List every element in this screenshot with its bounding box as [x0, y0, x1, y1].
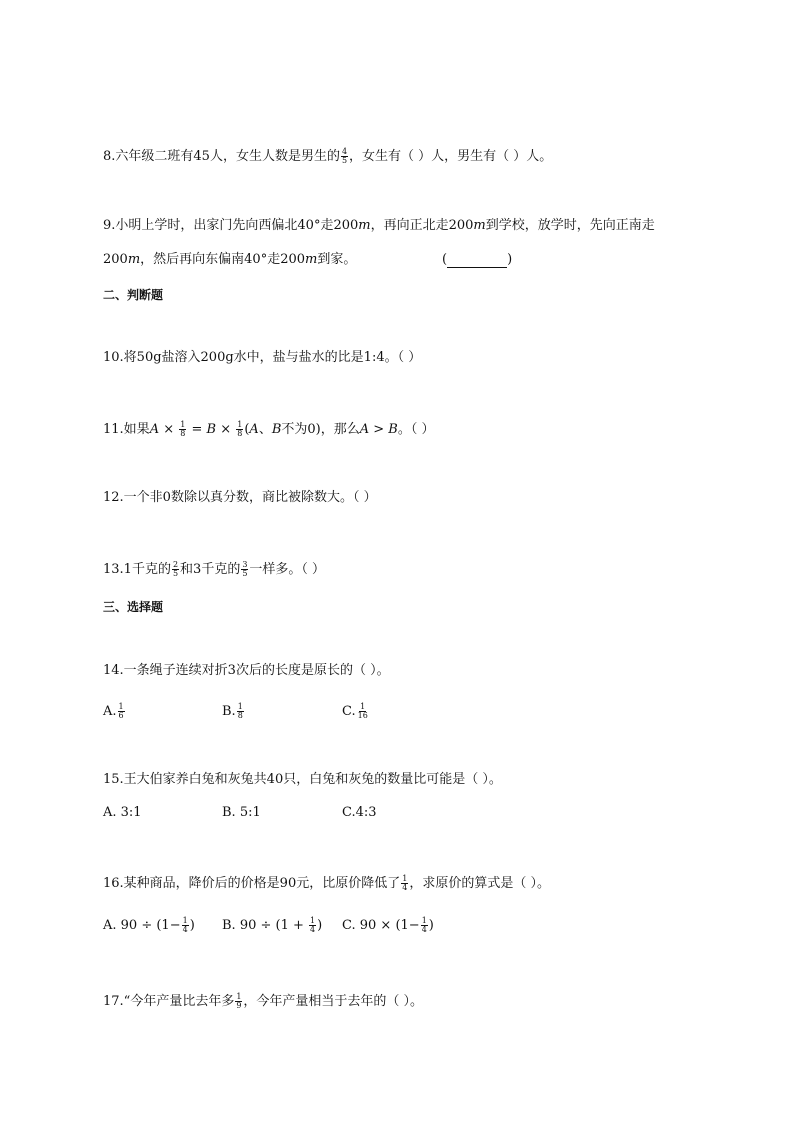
fraction-two-fifths: $\frac{2}{5}$	[172, 560, 179, 578]
question-14: 14.一条绳子连续对折3次后的长度是原长的（ ）。	[103, 663, 390, 678]
option-c[interactable]: C.4:3	[342, 805, 377, 820]
question-11: 11.如果A × $\frac{1}{8}$ = B × $\frac{1}{8}$ (A、B不为0)，那么A > B。（ ）	[103, 420, 435, 438]
fraction-four-fifths: $\frac{4}{5}$	[341, 147, 348, 165]
option-a[interactable]: A. $\frac{1}{6}$	[103, 702, 124, 720]
question-13: 13.1千克的 $\frac{2}{5}$ 和3千克的 $\frac{3}{5}$ 一样多。（ ）	[103, 560, 326, 578]
section-title-judgment: 二、判断题	[103, 288, 164, 302]
answer-underline	[447, 255, 507, 268]
section-title-choice: 三、选择题	[103, 600, 164, 614]
fraction-one-eighth: $\frac{1}{8}$	[180, 420, 186, 438]
question-16: 16.某种商品，降价后的价格是90元，比原价降低了 $\frac{1}{4}$ ，求原价的算式是（ ）。	[103, 874, 550, 892]
question-8	[103, 148, 552, 165]
question-10: 10.将50g盐溶入200g水中，盐与盐水的比是1:4。（ ）	[103, 350, 422, 365]
option-c[interactable]: C. 90 × (1− $\frac{1}{4}$ )	[342, 916, 434, 934]
fraction-one-eighth: $\frac{1}{8}$	[237, 420, 243, 438]
fraction-one-ninth: $\frac{1}{9}$	[236, 992, 242, 1010]
fraction-three-fifths: $\frac{3}{5}$	[242, 560, 248, 578]
question-12: 12.一个非0数除以真分数，商比被除数大。（ ）	[103, 490, 377, 505]
question-9-answer-blank[interactable]: ( )	[442, 252, 513, 267]
question-8-text: 8.六年级二班有45人，女生人数是男生的	[103, 149, 340, 164]
option-c[interactable]: C. $\frac{1}{16}$	[342, 702, 368, 720]
question-8-blanks: ，女生有（ ）人，男生有（ ）人。	[349, 149, 553, 164]
question-17: 17.“今年产量比去年多 $\frac{1}{9}$ ，今年产量相当于去年的（ ）。	[103, 992, 424, 1010]
question-9-line-2: 200m，然后再向东偏南40°走200m到家。	[103, 252, 357, 267]
option-a[interactable]: A. 90 ÷ (1− $\frac{1}{4}$ )	[103, 916, 195, 934]
option-a[interactable]: A. 3:1	[103, 805, 142, 820]
option-b[interactable]: B. 5:1	[222, 805, 261, 820]
question-9-line-1: 9.小明上学时，出家门先向西偏北40°走200m，再向正北走200m到学校，放学时，先向正南走	[103, 218, 655, 233]
question-15: 15.王大伯家养白兔和灰兔共40只，白兔和灰兔的数量比可能是（ ）。	[103, 772, 502, 787]
option-b[interactable]: B. 90 ÷ (1 + $\frac{1}{4}$ )	[222, 916, 323, 934]
option-b[interactable]: B. $\frac{1}{8}$	[222, 702, 243, 720]
fraction-one-quarter: $\frac{1}{4}$	[402, 874, 408, 892]
